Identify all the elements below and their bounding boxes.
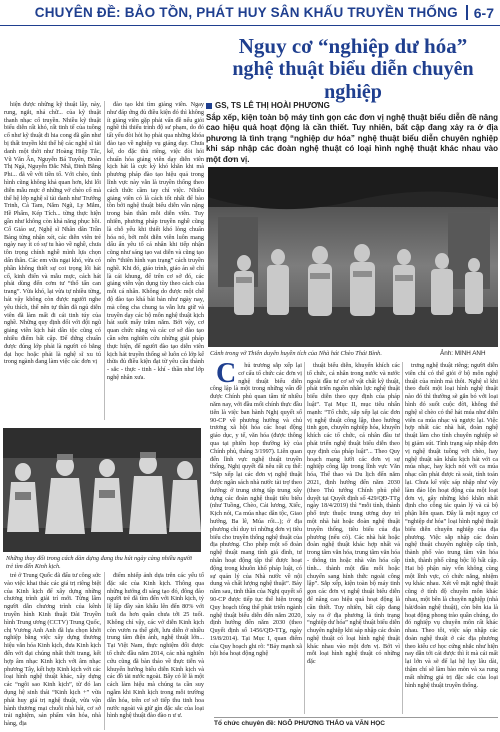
stage-scene-image [208, 167, 498, 347]
column-1-bottom [4, 572, 101, 730]
chèo-performance-photo [208, 167, 498, 347]
column-1-top [4, 101, 101, 420]
left-photo-caption: Những thay đổi trong cách dàn dựng đang thu hút ngày càng nhiều người trẻ tìm đến Kinh kịch. [6, 555, 193, 570]
column-divider [104, 101, 105, 420]
column-2-top-text: đào tạo khi tìm giảng viên. Ngay như đáp ứng đủ điều kiện đó thì không ít giảng viên gặp phải vấn đề nếu giỏi nghề thì thiếu trình độ sư phạm, do đó tất yếu đòi hỏi họ phải qua những khóa đào tạo về nghiệp vụ giảng dạy. Chưa kể, do đặc thù riêng, việc đòi hỏi chuẩn hóa giảng viên dạy diễn viên kịch hát là cực kỳ khó khăn khi mà phương pháp đào tạo hiệu quả trong lĩnh vực này vẫn là truyền thống theo cách thức cầm tay chỉ việc. Nhiều giảng viên có là cách tốt nhất để bảo tồn bởi nghệ thuật biểu diễn vẫn nặng trong bản thân mỗi diễn viên. Tuy nhiên, phương pháp truyền nghề cũng là chỗ yếu khi thiết khó lòng chuẩn hóa nó, bởi mỗi diễn viên luôn mang dấu ấn yêu tố cá nhân khi tiếp nhận cũng như sáng tạo vai diễn và cũng tạo nên “thiên hình vạn trạng” cách truyền nghề. Khi đó, giáo trình, giáo án sẽ chỉ là cái khung, để trên cơ sở đó, các giảng viên vận dụng tùy theo cách của mỗi cá nhân. Không do được một chế độ đào tạo khá bài bản như ngày nay, mà công cha chung ta vẫn lưu giữ và truyền dạy các bộ môn nghệ thuật kịch hát suốt mấy trăm năm. Bởi vậy, cơ quan chức năng và các cơ sở đào tạo cần sớm nghiên cứu những giải pháp thực hiện, để người đào tạo diễn viên kịch hát truyền thống sẽ luôn có lớp kế thừa đủ điều kiện đạt từ yêu cầu thành - sắc - thực - tinh - khí - thần như lớp nghệ nhân xưa. [107, 101, 204, 381]
column-divider [104, 572, 105, 730]
section-title: CHUYÊN ĐỀ: BẢO TỒN, PHÁT HUY SÂN KHẤU TRUYỀN THỐNG [34, 5, 458, 20]
opera-performers-image [3, 428, 201, 552]
peking-opera-photo [3, 428, 201, 552]
top-photo-credit: Ảnh: MINH ANH [440, 350, 486, 357]
headline-line-1: Nguy cơ “nghiệp dư hóa” [238, 34, 468, 58]
page-numbers: 6-7 [473, 4, 494, 21]
top-photo-caption: Cảnh trong vở Thiên duyên huyền tích của Nhà hát Chèo Thái Bình. [210, 350, 382, 357]
drop-cap: C [216, 362, 237, 389]
author-name: GS, TS LÊ THỊ HOÀI PHƯƠNG [215, 101, 330, 110]
column-5-text: trưng nghệ thuật riêng; người diễn viên chỉ có thể giỏi ở bộ môn nghệ thuật của mình mà thôi. Nghệ sĩ khi theo đuổi một loại hình nghệ thuật nào đó thì thường sẽ gắn bó với loại hình đó suốt cuộc đời, không thể nghệ sĩ chèo có thể hát múa như diễn viên ca múa nhạc và ngược lại. Việc hợp nhất các nhà hát, đoàn nghệ thuật làm cho tính chuyên nghiệp sẽ bị giảm sút. Tình trạng sáp nhập đơn vị nghệ thuật tuồng với chèo, hay nghệ thuật sân khấu kịch hát với ca múa nhạc, hay kịch nói với ca múa nhạc cần phải được rà soát, tính toán lại. Chưa kể việc sáp nhập như vậy làm đảo lộn hoạt động của một loạt đơn vị, gây những khó khăn nhất định cho công tác quản lý và cả bộ phận liên quan. Đây là một nguy cơ “nghiệp dư hóa” loại hình nghệ thuật biểu diễn chuyên nghiệp của địa phương. Việc sắp nhập các đoàn nghệ thuật chuyên nghiệp cấp tỉnh, thành phố vào trung tâm văn hóa tỉnh, thành phố cũng bộc lộ bất cập. Hai bộ phận này vốn không cùng một lĩnh vực, có chức năng, nhiệm vụ khác nhau. Xét về mặt nghệ thuật cũng ở tính độ chuyên môn khác nhau, một bên là chuyên nghiệp (nhà hát/đoàn nghệ thuật), còn bên kia là hoạt động phong trào quần chúng, do đó nghiệp vụ chuyên môn rất khác nhau. Theo tôi, việc sáp nhập các đoàn nghệ thuật ở các địa phương theo kiểu cơ học cứng nhắc như hiện nay dẫn tới cái được thì ít mà cái mất lại lớn và sẽ để lại hệ lụy lâu dài, thậm chí sẽ làm bào mòn và xa rung mất những giá trị đặc sắc của loại hình nghệ thuật truyền thống. [405, 362, 498, 689]
headline-line-2: nghệ thuật biểu diễn chuyên nghiệp [232, 58, 474, 104]
column-4 [307, 362, 400, 714]
header-divider [466, 5, 468, 20]
byline [206, 101, 330, 110]
section-header [0, 0, 500, 26]
column-divider [304, 362, 305, 714]
column-5 [405, 362, 498, 714]
column-3 [210, 362, 302, 714]
column-1-top-text: hiện được những kỹ thuật lây, này, rung, ngắt, nhả chữ... của kỹ thuật thanh nhạc cổ truyền. Nhiều kỹ thuật biểu diễn rất khó, rất tinh tế của tuồng cổ như kỹ thuật đi hia cong đã gần như bị thất truyền khi thế hệ các nghệ sĩ tài danh một thời như Hoàng Hiệp Tắc, Vũ Văn Ân, Nguyễn Bá Tuyên, Đoàn Thị Ngà, Nguyễn Đắc Nhã, Đinh Bằng Phi... đã về với tiền tổ. Với chèo, tình hình cũng không khả quan hơn, khi lối diễn mẫu mực ở những vở chèo cổ mà thế hệ lớp nghệ sĩ tài danh như Trưởng Trinh, Cả Tam, Năm Ngũ, Ly Mắm, Hề Phấm, Kép Tích... từng thực hiện gần như không còn khả năng phục hồi. Cố Giáo sư, Nghệ sĩ Nhân dân Trần Bảng từng nhận xét, các diễn viên trẻ ngày nay ít có sự tu hào về nghề, chưa tôn trọng chính nghề mình lựa chọn dấn thân. Các em vừa ngại khó, vừa có phần không thiết sự coi trọng lối hát cổ, kinh điển và mẫu mực, cách hát phải dùng đến cơm tư “thổ tấn can trang”. Vừa khó, lại vừa tự nhiều từng, hát vậy không còn được người nghe yêu thích, thế nên tự thân đã ngủ diễn viên đã làm mất đi cái tinh túy của nghề. Những quy định đổi với đội ngũ giảng viên kịch hát dân tộc cũng có nhiều điểm bất cập. Để đứng chuẩn được đúng lớp phải là người có bằng đại học hoặc phải là nghệ sĩ xu tú trong ngành đang làm việc các đơn vị [4, 101, 101, 366]
column-1-bottom-text: trẻ ở Trung Quốc đã đấu tư công sức vào việc khai thác các giá trị riêng biệt của Kinh kịch để xây dựng những chương trình giải trí mới. Từng lâm người dẫn chương trình của kênh truyền hình Kinh thuật Đài Truyền hình Trung ương (CCTV) Trung Quốc, chị Vương Anh Anh đã lựa chọn khởi nghiệp bằng việc xây dựng thương hiệu văn hóa Kinh kịch, đưa Kinh kịch đến với đại chúng nhất thời trang, kết hợp âm nhạc Kinh kịch với âm nhạc phương Tây, kết hợp Kinh kịch với các loại hình nghệ thuật khác, xây dựng các “ngôi sao Kinh kịch”, từ đó lan dụng hệ sinh thái “Kinh kịch +” vừa phát huy giá trị nghệ thuật, vừa vận hành thương mại chuỗi nhà hát, cơ sở trải nghiệm, sản phẩm văn hóa, nhà hàng, địa [4, 572, 101, 728]
article-headline [208, 34, 498, 104]
column-divider [402, 362, 403, 714]
column-2-bottom [107, 572, 204, 730]
column-4-text: thuật biểu diễn, khuyến khích các tổ chức, cá nhân trong nước và nước ngoài đầu tư cơ sở vật chất kỹ thuật, phát triển nguồn nhân lực nghệ thuật biểu diễn theo quy định của pháp luật”. Tại Mục II, mục tiêu nhấn mạnh: “Tổ chức, sắp xếp lại các đơn vị nghệ thuật công lập, theo hướng tinh gọn, chuyên nghiệp hóa, khuyến khích các tổ chức, cá nhân đầu tư phát triển nghệ thuật biểu diễn theo quy định của pháp luật”... Theo Quy hoạch mạng lưới các đơn vị sự nghiệp công lập trong lĩnh vực Văn hóa, Thể thao và Du lịch đến năm 2021, định hướng đến năm 2030 (theo Thủ tướng Chính phủ phê duyệt tại Quyết định số 429/QĐ-TTg ngày 18/4/2019) thì “mỗi tỉnh, thành phố trực thuộc trung ương duy trì một nhà hát hoặc đoàn nghệ thuật truyền thống, tiêu biểu của địa phương (nếu có). Các nhà hát hoặc đoàn nghệ thuật khác hợp nhất vả trong tâm văn hóa, trung tâm văn hóa - thông tin hoặc nhà văn hóa cấp tỉnh... thành một đầu mối hoặc chuyển sang hình thức ngoài công lập”. Sắp xếp, kiện toàn bộ máy tinh gọn các đơn vị nghệ thuật biểu diễn để nâng cao hiệu quả hoạt động là cần thiết. Tuy nhiên, bất cập đang xảy ra ở địa phương là tình trạng “nghiệp dư hóa” nghệ thuật biểu diễn chuyên nghiệp khi sáp nhập các đoàn nghệ thuật có loại hình nghệ thuật khác nhau vào một đơn vị. Bởi vì mỗi loại hình nghệ thuật có những đặc [307, 362, 400, 666]
article-lead: Sắp xếp, kiện toàn bộ máy tinh gọn các đơn vị nghệ thuật biểu diễn đề nâng cao hiệu quả hoạt động là cần thiết. Tuy nhiên, bất cập đang xảy ra ở địa phương là tình trạng “nghiệp dư hóa” nghệ thuật biểu diễn chuyên nghiệp khi sáp nhập các đoàn nghệ thuật có loại hình nghệ thuật khác nhau vào một đơn vị. [206, 113, 498, 164]
column-2-top [107, 101, 204, 420]
column-3-text: C hủ trương sắp xếp lại cơ cấu tổ chức các đơn vị nghệ thuật biểu diễn công lập là một trong những vấn đề được Chính phủ quan tâm từ nhiều năm nay, với đầu mối chính thực đầu tiên là việc ban hành Nghị quyết số 90-CP về phương hướng và chủ trương xã hội hóa các hoạt động giáo dục, y tế, văn hóa (được thông qua tại phiên họp thường kỳ của Chính phủ, tháng 3/1997). Liên quan đến lĩnh vực nghệ thuật truyền thống, Nghị quyết đã nêu rất cụ thể: “Sắp xếp lại các đơn vị nghệ thuật được ngân sách nhà nước tài trợ theo hướng: ở trung ương tập trung xây dựng các đoàn nghệ thuật tiêu biểu (như Tuồng, Chèo, Cải lương, Xiếc, Kịch nói, Ca múa nhạc dân tộc, Giao hưởng, Ba lê, Múa rối...); ở địa phương chỉ duy trì những đơn vị tiêu biểu cho truyền thống nghệ thuật của địa phương. Cho phép một số đoàn nghệ thuật mang tính giá đình, tư nhân hoạt động tập thể được hoạt động trong khuôn khổ pháp luật, có sự quản lý của Nhà nước về nội dung và chất lượng nghệ thuật”. Bảy năm sau, tinh thần của Nghị quyết số 90-CP được tiếp tục thể hiện trong Quy hoạch tổng thể phát triển ngành nghệ thuật biểu diễn đến năm 2020, định hướng đến năm 2030 (theo Quyết định số 1456/QĐ-TTg, ngày 19/8/2014). Tại Mục I, quan điểm của Quy hoạch ghi rõ: “Bảy mạnh xã hội hóa hoạt động nghệ [210, 362, 302, 658]
column-2-bottom-text: điểm nhiếp ảnh dựa trên các yếu tố đặc sắc của Kinh kịch. Thông qua những hướng đi sáng tạo đó, đông đảo người trẻ đã tìm đến với Kinh kịch, tỷ lệ lấp đầy sàn khấu lên đến 80% với tuổi đa hơn quân chưa tới 25 tuổi. Không chỉ vậy, các vở diễn Kinh kịch còn vươn ra thế giới, lưu diễn ở nhiều trung tâm điện ảnh, nghệ thuật lớn... Tại Việt Nam, thực nghiệm đổi được tổ chức đầu năm 2014, các nhà nghiên cứu cũng đã bàn thảo về thực tiễn và khuyến hướng biểu diễn Kinh kịch và các đồ tài nước ngoài. Bây có lẽ là một cách làm hiệu mà chúng ta cần suy ngẫm khi Kinh kịch trong mỗi trường dẫn hóa, trên cơ sở tiếp thu tinh hoa nước ngoài và giữ gìn đặc sắc của loại hình nghệ thuật đào đào n ư ư. [107, 572, 204, 720]
organizer-credit: Tổ chức chuyên đề: NGÔ PHƯƠNG THẢO và VĂN HỌC [214, 717, 498, 727]
byline-square-icon [206, 103, 212, 109]
